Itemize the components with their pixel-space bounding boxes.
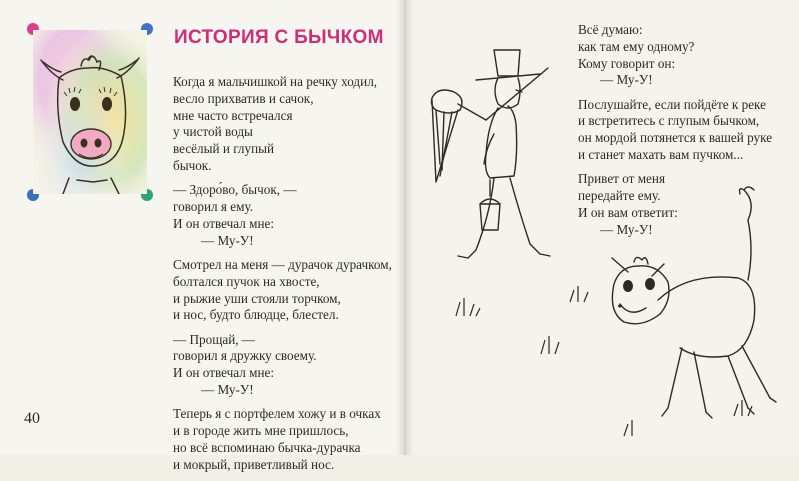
poem-line: и нос, будто блюдце, блестел. xyxy=(173,307,339,323)
poem-line: и мокрый, приветливый нос. xyxy=(173,456,335,472)
poem-text-right xyxy=(578,22,793,246)
poem-text-left xyxy=(173,74,401,481)
poem-line: И он отвечал мне: xyxy=(173,365,275,381)
poem-line: передайте ему. xyxy=(578,188,661,204)
poem-line: весло прихватив и сачок, xyxy=(173,90,314,106)
poem-line: и встретитесь с глупым бычком, xyxy=(578,113,760,129)
poem-line: говорил я ему. xyxy=(173,199,254,215)
poem-line: весёлый и глупый xyxy=(173,141,275,157)
poem-line: — Здоро́во, бычок, — xyxy=(173,182,297,198)
poem-title: ИСТОРИЯ С БЫЧКОМ xyxy=(174,27,384,48)
poem-line: у чистой воды xyxy=(173,124,253,140)
poem-line: — Му-У! xyxy=(600,72,653,88)
poem-line: И он отвечал мне: xyxy=(173,215,275,231)
grass-tuft xyxy=(728,396,758,418)
grass-tuft xyxy=(537,334,567,356)
grass-tuft xyxy=(564,282,594,304)
stanza xyxy=(578,22,793,89)
poem-line: Смотрел на меня — дурачок дурачком, xyxy=(173,256,392,272)
poem-line: болтался пучок на хвосте, xyxy=(173,273,320,289)
poem-line: Теперь я с портфелем хожу и в очках xyxy=(173,406,381,422)
poem-line: говорил я дружку своему. xyxy=(173,348,317,364)
poem-line: Послушайте, если пойдёте к реке xyxy=(578,96,766,112)
stanza xyxy=(173,257,401,324)
poem-line: Когда я мальчишкой на речку ходил, xyxy=(173,74,378,89)
painting-frame xyxy=(33,30,147,194)
poem-line: как там ему одному? xyxy=(578,38,695,54)
stanza xyxy=(173,332,401,399)
poem-line: и рыжие уши стояли торчком, xyxy=(173,290,341,306)
stanza xyxy=(173,406,401,473)
grass-tuft xyxy=(452,296,482,318)
poem-line: он мордой потянется к вашей руке xyxy=(578,130,773,146)
poem-line: — Прощай, — xyxy=(173,331,256,347)
left-page xyxy=(0,0,404,472)
poem-line: И он вам ответит: xyxy=(578,204,678,220)
poem-line: и в городе жить мне пришлось, xyxy=(173,423,349,439)
grass-tuft xyxy=(618,416,648,438)
calf-painting xyxy=(27,23,153,201)
calf-face-illustration xyxy=(33,30,147,194)
poem-line: Кому говорит он: xyxy=(578,55,676,71)
book-gutter xyxy=(396,0,414,455)
poem-line: — Му-У! xyxy=(201,382,254,398)
poem-line: — Му-У! xyxy=(201,232,254,248)
poem-line: мне часто встречался xyxy=(173,107,293,123)
stanza xyxy=(173,182,401,249)
stanza xyxy=(173,74,401,175)
boy-with-net-illustration xyxy=(428,44,588,284)
poem-line: бычок. xyxy=(173,157,212,173)
poem-line: и станет махать вам пучком... xyxy=(578,147,744,163)
poem-line: — Му-У! xyxy=(600,221,653,237)
stanza xyxy=(578,97,793,164)
poem-line: Привет от меня xyxy=(578,171,666,187)
page-number: 40 xyxy=(24,410,40,427)
poem-line: Всё думаю: xyxy=(578,22,643,37)
poem-line: но всё вспоминаю бычка-дурачка xyxy=(173,439,361,455)
stanza xyxy=(578,171,793,238)
